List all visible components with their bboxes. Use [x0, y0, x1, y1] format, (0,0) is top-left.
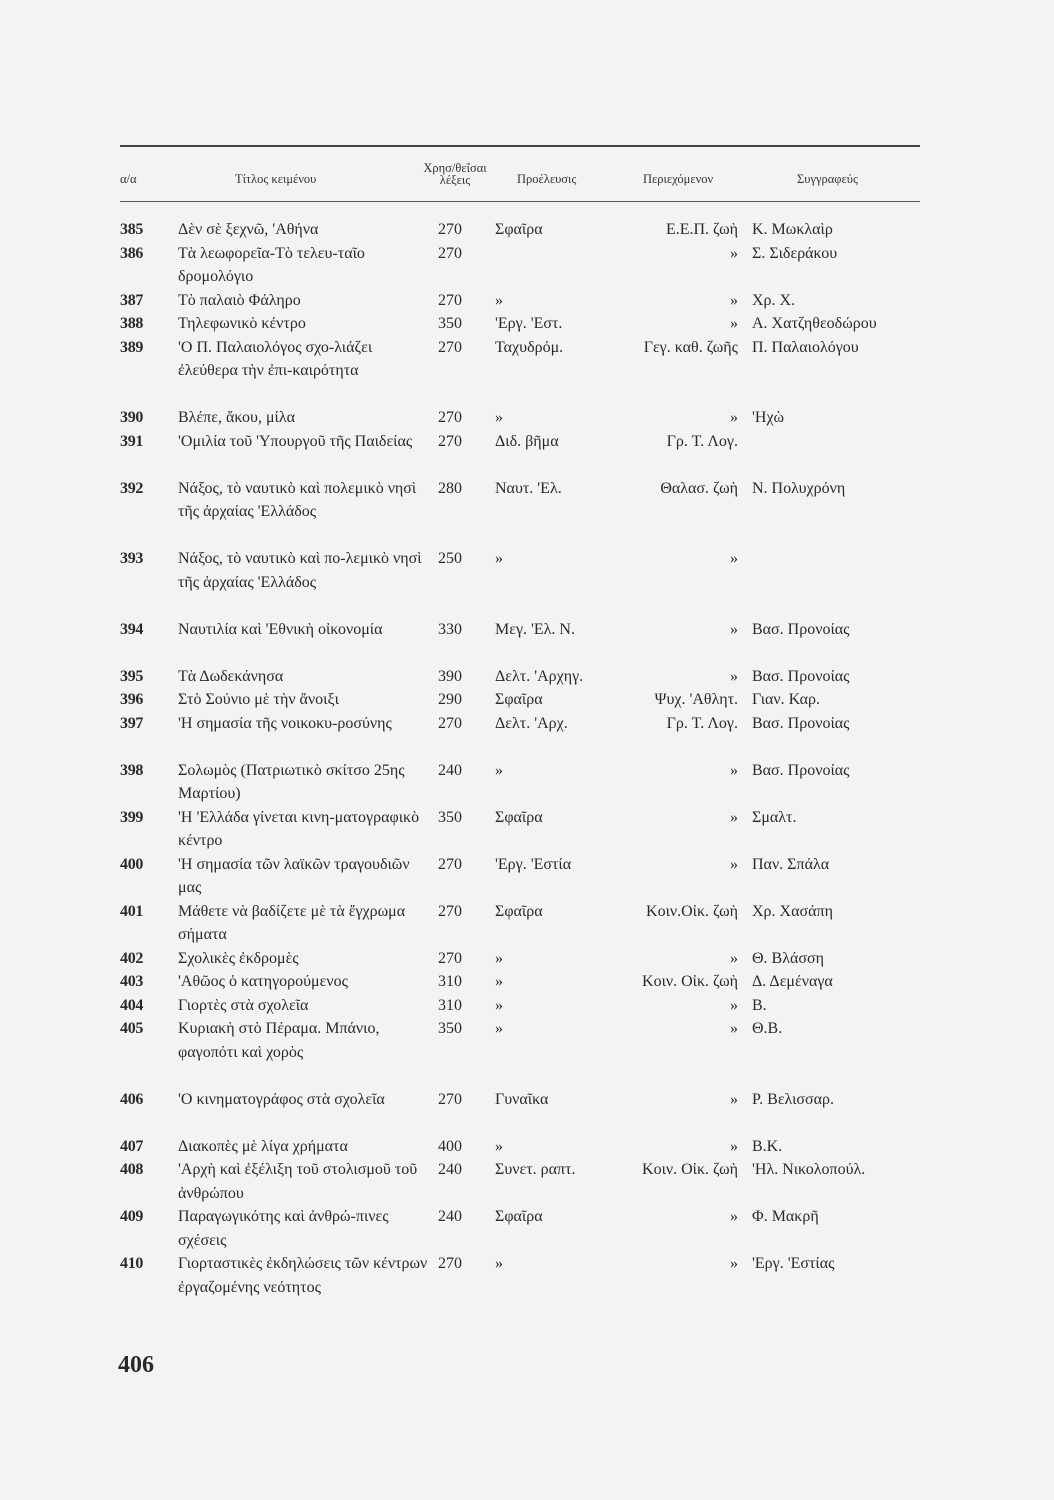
row-content: »: [730, 1208, 738, 1225]
table-row: [0, 477, 1054, 548]
row-title: Νάξος, τὸ ναυτικὸ καὶ πολεμικὸ νησὶ τῆς ἀρχαίας 'Ελλάδος: [178, 479, 417, 520]
row-source: Ναυτ. 'Ελ.: [495, 479, 562, 497]
header-source: Προέλευσις: [517, 172, 577, 186]
row-source: »: [495, 1255, 503, 1272]
row-author: 'Ηλ. Νικολοπούλ.: [752, 1161, 866, 1178]
row-author: Σ. Σιδεράκου: [752, 244, 838, 262]
row-title: Τὰ λεωφορεῖα-Τὸ τελευ-ταῖο δρομολόγιο: [178, 244, 365, 285]
row-words: 350: [438, 808, 462, 826]
row-title: Δὲν σὲ ξεχνῶ, 'Αθήνα: [178, 221, 319, 238]
row-content: »: [730, 1255, 738, 1272]
row-content: »: [730, 315, 738, 332]
row-number: 398: [120, 761, 144, 779]
row-number: 396: [120, 691, 144, 708]
row-words: 270: [438, 244, 462, 262]
row-number: 402: [120, 949, 144, 967]
row-number: 409: [120, 1208, 144, 1225]
row-source: »: [495, 761, 503, 779]
row-content: Γρ. Τ. Λογ.: [666, 714, 738, 732]
row-author: Κ. Μωκλαὶρ: [752, 221, 833, 238]
row-content: »: [730, 996, 738, 1014]
row-title: Γιορταστικὲς ἐκδηλώσεις τῶν κέντρων ἐργαζομένης νεότητος: [178, 1255, 428, 1296]
row-author: Βασ. Προνοίας: [752, 761, 850, 779]
table-row: [0, 712, 1054, 759]
row-title: Σολωμὸς (Πατριωτικὸ σκίτσο 25ης Μαρτίου): [178, 761, 405, 802]
page-number: 406: [118, 1352, 154, 1378]
row-author: Α. Χατζηθεοδώρου: [752, 315, 877, 332]
row-number: 405: [120, 1020, 144, 1037]
row-content: »: [730, 855, 738, 873]
row-author: Ν. Πολυχρόνη: [752, 479, 846, 497]
row-title: 'Η 'Ελλάδα γίνεται κινη-ματογραφικὸ κέντρο: [178, 808, 420, 849]
row-content: Ψυχ. 'Αθλητ.: [654, 691, 738, 708]
row-number: 387: [120, 291, 144, 309]
row-source: »: [495, 409, 503, 426]
row-words: 270: [438, 409, 462, 426]
row-title: 'Αρχὴ καὶ ἐξέλιξη τοῦ στολισμοῦ τοῦ ἀνθρώπου: [178, 1161, 418, 1202]
row-author: Δ. Δεμέναγα: [752, 973, 833, 990]
table-row: [0, 289, 1054, 313]
table-row: [0, 900, 1054, 947]
row-author: Σμαλτ.: [752, 808, 797, 826]
row-title: 'Ο Π. Παλαιολόγος σχο-λιάζει ἐλεύθερα τὴν ἐπι-καιρότητα: [178, 338, 373, 379]
row-author: Φ. Μακρῆ: [752, 1208, 819, 1225]
row-words: 240: [438, 1161, 462, 1178]
row-author: Βασ. Προνοίας: [752, 620, 850, 638]
row-author: Χρ. Χ.: [752, 291, 796, 309]
row-title: 'Ο κινηματογράφος στὰ σχολεῖα: [178, 1090, 385, 1108]
row-title: Παραγωγικότης καὶ ἀνθρώ-πινες σχέσεις: [178, 1208, 389, 1249]
table-row: [0, 853, 1054, 900]
row-words: 270: [438, 855, 462, 873]
row-words: 310: [438, 996, 462, 1014]
row-content: »: [730, 1090, 738, 1108]
row-title: Τηλεφωνικὸ κέντρο: [178, 315, 306, 332]
table-row: [0, 759, 1054, 806]
row-content: »: [730, 291, 738, 309]
row-author: Χρ. Χασάπη: [752, 902, 833, 920]
header-title: Τίτλος κειμένου: [235, 172, 317, 186]
row-title: 'Ομιλία τοῦ 'Υπουργοῦ τῆς Παιδείας: [178, 432, 413, 450]
row-source: Δελτ. 'Αρχηγ.: [495, 667, 584, 685]
table-row: [0, 1158, 1054, 1205]
row-author: Γιαν. Καρ.: [752, 691, 820, 708]
header-words-line2: λέξεις: [439, 173, 471, 187]
table-row: [0, 947, 1054, 971]
row-source: Σφαῖρα: [495, 902, 543, 920]
table-row: [0, 994, 1054, 1018]
row-source: Συνετ. ραπτ.: [495, 1161, 576, 1178]
row-source: »: [495, 550, 503, 567]
row-words: 270: [438, 1255, 462, 1272]
row-content: »: [730, 1020, 738, 1037]
row-content: »: [730, 761, 738, 779]
header-words: [405, 162, 505, 186]
row-number: 394: [120, 620, 144, 638]
row-words: 240: [438, 761, 462, 779]
row-title: Βλέπε, ἄκου, μίλα: [178, 409, 295, 426]
row-words: 280: [438, 479, 462, 497]
header-author: Συγγραφεύς: [797, 172, 858, 186]
header-rule: [120, 201, 920, 202]
row-author: Βασ. Προνοίας: [752, 667, 850, 685]
table-row: [0, 1017, 1054, 1088]
row-content: »: [730, 244, 738, 262]
row-title: Διακοπὲς μὲ λίγα χρήματα: [178, 1137, 348, 1155]
row-content: »: [730, 1137, 738, 1155]
row-number: 390: [120, 409, 144, 426]
row-author: Π. Παλαιολόγου: [752, 338, 859, 356]
row-source: Σφαῖρα: [495, 221, 543, 238]
row-content: »: [730, 409, 738, 426]
row-title: Μάθετε νὰ βαδίζετε μὲ τὰ ἔγχρωμα σήματα: [178, 902, 406, 943]
row-number: 386: [120, 244, 144, 262]
table-row: [0, 806, 1054, 853]
row-content: »: [730, 667, 738, 685]
row-words: 270: [438, 221, 462, 238]
row-title: Νάξος, τὸ ναυτικὸ καὶ πο-λεμικὸ νησὶ τῆς ἀρχαίας 'Ελλάδος: [178, 550, 422, 591]
row-author: Θ.Β.: [752, 1020, 783, 1037]
row-words: 390: [438, 667, 462, 685]
row-source: Σφαῖρα: [495, 691, 543, 708]
table-row: [0, 336, 1054, 407]
table-row: [0, 547, 1054, 618]
table-row: [0, 1252, 1054, 1323]
row-number: 391: [120, 432, 144, 450]
row-title: Τὰ Δωδεκάνησα: [178, 667, 284, 685]
row-source: »: [495, 996, 503, 1014]
row-author: Θ. Βλάσση: [752, 949, 824, 967]
row-number: 400: [120, 855, 144, 873]
row-source: 'Εργ. 'Εστία: [495, 855, 572, 873]
row-words: 270: [438, 902, 462, 920]
row-number: 399: [120, 808, 144, 826]
row-author: Ρ. Βελισσαρ.: [752, 1090, 835, 1108]
row-source: »: [495, 1020, 503, 1037]
row-content: Κοιν. Οἰκ. ζωὴ: [642, 973, 738, 990]
table-row: [0, 1135, 1054, 1159]
row-number: 397: [120, 714, 144, 732]
row-words: 270: [438, 291, 462, 309]
row-author: 'Ηχὼ: [752, 409, 785, 426]
row-content: Κοιν.Οἰκ. ζωὴ: [646, 902, 738, 920]
row-title: Κυριακὴ στὸ Πέραμα. Μπάνιο, φαγοπότι καὶ χορὸς: [178, 1020, 380, 1061]
row-title: Στὸ Σούνιο μὲ τὴν ἄνοιξι: [178, 691, 339, 708]
top-rule: [120, 145, 920, 147]
row-words: 330: [438, 620, 462, 638]
row-words: 350: [438, 315, 462, 332]
row-source: Ταχυδρόμ.: [495, 338, 564, 356]
row-source: Διδ. βῆμα: [495, 432, 559, 450]
row-source: Γυναῖκα: [495, 1090, 549, 1108]
header-num: α/α: [120, 172, 137, 186]
row-author: Παν. Σπάλα: [752, 855, 830, 873]
row-content: Γεγ. καθ. ζωῆς: [643, 338, 738, 356]
table-row: [0, 242, 1054, 289]
row-words: 290: [438, 691, 462, 708]
row-content: Θαλασ. ζωὴ: [660, 479, 738, 497]
table-header: [0, 150, 1054, 200]
row-title: Τὸ παλαιὸ Φάληρο: [178, 291, 301, 309]
row-source: »: [495, 949, 503, 967]
row-content: »: [730, 949, 738, 967]
row-title: Γιορτὲς στὰ σχολεῖα: [178, 996, 309, 1014]
row-author: Β.: [752, 996, 767, 1014]
row-title: 'Η σημασία τῶν λαϊκῶν τραγουδιῶν μας: [178, 855, 410, 896]
row-source: »: [495, 973, 503, 990]
table-row: [0, 618, 1054, 665]
row-source: Σφαῖρα: [495, 1208, 543, 1225]
row-content: Γρ. Τ. Λογ.: [666, 432, 738, 450]
row-words: 250: [438, 550, 462, 567]
row-words: 270: [438, 338, 462, 356]
row-title: 'Η σημασία τῆς νοικοκυ-ροσύνης: [178, 714, 392, 732]
row-number: 406: [120, 1090, 144, 1108]
row-content: Ε.Ε.Π. ζωὴ: [665, 221, 738, 238]
table-row: [0, 970, 1054, 994]
row-number: 408: [120, 1161, 144, 1178]
row-words: 270: [438, 949, 462, 967]
row-content: »: [730, 808, 738, 826]
row-number: 404: [120, 996, 144, 1014]
row-number: 395: [120, 667, 144, 685]
table-row: [0, 665, 1054, 689]
row-words: 270: [438, 432, 462, 450]
row-title: 'Αθῶος ὁ κατηγορούμενος: [178, 973, 348, 990]
row-words: 400: [438, 1137, 462, 1155]
row-author: Β.Κ.: [752, 1137, 783, 1155]
row-words: 270: [438, 714, 462, 732]
row-number: 388: [120, 315, 144, 332]
table-row: [0, 406, 1054, 430]
row-content: »: [730, 620, 738, 638]
row-number: 410: [120, 1255, 144, 1272]
row-author: 'Εργ. 'Εστίας: [752, 1255, 835, 1272]
row-author: Βασ. Προνοίας: [752, 714, 850, 732]
row-number: 393: [120, 550, 144, 567]
row-words: 310: [438, 973, 462, 990]
row-source: »: [495, 1137, 503, 1155]
row-source: »: [495, 291, 503, 309]
row-number: 389: [120, 338, 144, 356]
table-row: [0, 312, 1054, 336]
row-title: Ναυτιλία καὶ 'Εθνικὴ οἰκονομία: [178, 620, 383, 638]
table-row: [0, 430, 1054, 477]
row-number: 385: [120, 221, 144, 238]
row-source: 'Εργ. 'Εστ.: [495, 315, 563, 332]
table-row: [0, 1205, 1054, 1252]
row-content: Κοιν. Οἰκ. ζωὴ: [642, 1161, 738, 1178]
row-content: »: [730, 550, 738, 567]
row-number: 401: [120, 902, 144, 920]
row-words: 350: [438, 1020, 462, 1037]
header-words-line1: Χρησ/θεΐσαι: [423, 161, 487, 175]
row-source: Σφαῖρα: [495, 808, 543, 826]
row-source: Δελτ. 'Αρχ.: [495, 714, 568, 732]
row-words: 240: [438, 1208, 462, 1225]
row-words: 270: [438, 1090, 462, 1108]
row-title: Σχολικὲς ἐκδρομὲς: [178, 949, 299, 967]
table-row: [0, 688, 1054, 712]
row-number: 403: [120, 973, 144, 990]
header-content: Περιεχόμενον: [643, 172, 714, 186]
row-source: Μεγ. 'Ελ. Ν.: [495, 620, 575, 638]
row-number: 392: [120, 479, 144, 497]
table-row: [0, 1088, 1054, 1135]
row-number: 407: [120, 1137, 144, 1155]
table-row: [0, 218, 1054, 242]
catalog-table: [0, 218, 1054, 1323]
